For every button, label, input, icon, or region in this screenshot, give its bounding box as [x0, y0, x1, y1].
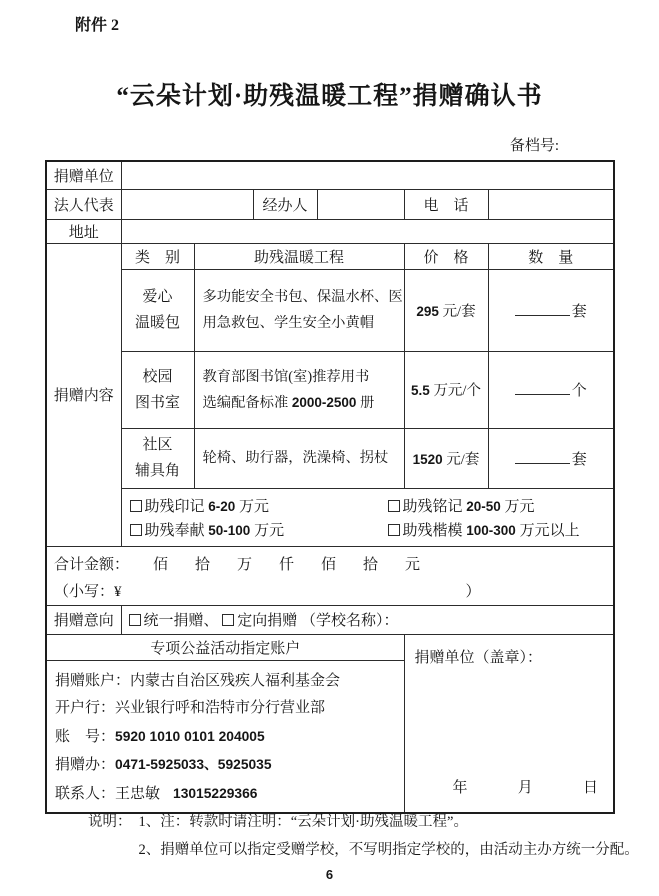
notes-label: 说明：: [88, 814, 132, 830]
address-label: 地址: [46, 219, 121, 243]
tier-options-cell: [121, 488, 614, 546]
tier-label: 助残印记: [144, 498, 209, 515]
quantity-unit: 个: [571, 383, 587, 399]
tier-amount: 50-100: [208, 522, 251, 538]
desc-number: 2000-2500: [291, 394, 357, 410]
tier-amount: 6-20: [208, 498, 236, 514]
date-line: [453, 776, 599, 797]
table-row: [46, 605, 614, 634]
item-price-library: [404, 351, 488, 428]
account-no-value: 5920 1010 0101 204005: [115, 728, 265, 744]
column-category: 类 别: [121, 243, 194, 269]
item-quantity-community: [488, 428, 614, 488]
desc-line: 教育部图书馆(室)推荐用书: [202, 368, 370, 385]
table-row: [46, 219, 614, 243]
total-amount-line: [54, 553, 613, 574]
legal-rep-label: 法人代表: [46, 189, 121, 219]
account-number-line: [55, 668, 402, 696]
bank-label: 开户行：: [55, 700, 116, 717]
tier-suffix: 万元: [235, 498, 270, 515]
tier-label: 助残奉献: [144, 522, 209, 539]
tier-suffix: 万元以上: [515, 522, 580, 539]
column-project: 助残温暖工程: [194, 243, 404, 269]
total-amount-cell: [46, 546, 614, 605]
intent-option-directed: 定向捐赠: [237, 613, 298, 629]
price-number: 295: [416, 303, 439, 319]
tier-amount: 20-50: [466, 498, 501, 514]
column-quantity: 数 量: [488, 243, 614, 269]
checkbox-unified-donation[interactable]: [129, 614, 141, 626]
quantity-blank[interactable]: [515, 381, 570, 395]
item-name-line: 校园: [142, 368, 173, 385]
archive-no-label: 备档号:: [509, 138, 559, 154]
item-name-line: 辅具角: [134, 463, 180, 479]
price-unit: 元/套: [438, 303, 476, 320]
tier-label: 助残楷模: [402, 522, 467, 539]
price-unit: 元/套: [442, 451, 480, 468]
checkbox-tier-2[interactable]: [388, 500, 400, 512]
page-number: 6: [325, 867, 334, 882]
table-row: [46, 634, 614, 660]
table-row: [46, 161, 614, 189]
price-unit: 万元/个: [429, 383, 481, 399]
account-no-line: [55, 723, 402, 752]
account-value: 内蒙古自治区残疾人福利基金会: [130, 672, 341, 689]
office-phone-line: [55, 751, 402, 780]
quantity-unit: 套: [571, 303, 587, 320]
small-write-prefix: （小写：¥: [54, 583, 122, 600]
note-line-1: 1、注：转款时请注明：“云朵计划·助残温暖工程”。: [138, 814, 468, 830]
tier-option: [130, 495, 388, 516]
office-value: 0471-5925033、5925035: [115, 757, 272, 773]
price-number: 1520: [412, 451, 443, 467]
amount-small-write-line: [54, 580, 613, 601]
quantity-unit: 套: [571, 451, 587, 468]
table-row: [46, 351, 614, 428]
desc-line: 选编配备标准: [202, 394, 292, 411]
intent-option-unified: 统一捐赠、: [143, 613, 219, 629]
account-no-label: 账 号：: [55, 728, 116, 745]
contact-phone: 13015229366: [173, 785, 258, 801]
item-price-community: [404, 428, 488, 488]
phone-blank: [488, 189, 614, 219]
address-blank: [121, 219, 614, 243]
amount-unit-digits: 佰拾万仟佰拾元: [153, 556, 448, 573]
intent-school-label: （学校名称）：: [301, 613, 399, 629]
seal-label: 捐赠单位（盖章）：: [414, 649, 543, 666]
column-price: 价 格: [404, 243, 488, 269]
account-info-cell: [46, 660, 404, 813]
note-line-2: 2、捐赠单位可以指定受赠学校，不写明指定学校的，由活动主办方统一分配。: [138, 842, 639, 858]
item-name-line: 爱心: [142, 289, 173, 305]
item-quantity-library: [488, 351, 614, 428]
date-day-label: 日: [583, 780, 599, 797]
item-name-library: [121, 351, 194, 428]
agent-label: 经办人: [253, 189, 317, 219]
item-desc-library: [194, 351, 404, 428]
office-label: 捐赠办：: [55, 757, 116, 774]
donation-form-table: [45, 160, 615, 814]
item-name-line: 社区: [142, 437, 173, 453]
tier-suffix: 万元: [250, 522, 285, 539]
checkbox-tier-1[interactable]: [130, 500, 142, 512]
item-quantity-warm-pack: [488, 269, 614, 351]
bank-value: 兴业银行呼和浩特市分行营业部: [115, 700, 326, 717]
table-row: [46, 546, 614, 605]
content-label: 捐赠内容: [46, 243, 121, 546]
table-row: [46, 243, 614, 269]
account-label: 捐赠账户：: [55, 672, 131, 689]
table-row: [46, 189, 614, 219]
total-amount-label: 合计金额：: [54, 556, 130, 573]
item-desc-community: 轮椅、助行器，洗澡椅、拐杖: [194, 428, 404, 488]
checkbox-tier-3[interactable]: [130, 524, 142, 536]
seal-cell: [404, 634, 614, 813]
intent-options-cell: [121, 605, 614, 634]
tier-option: [130, 519, 388, 540]
tier-suffix: 万元: [500, 498, 535, 515]
quantity-blank[interactable]: [515, 302, 570, 316]
bank-line: [55, 695, 402, 723]
phone-label: 电 话: [404, 189, 488, 219]
checkbox-directed-donation[interactable]: [222, 614, 234, 626]
table-row: [46, 488, 614, 546]
small-write-suffix: ）: [465, 583, 481, 600]
account-header: 专项公益活动指定账户: [46, 634, 404, 660]
tier-option: [388, 519, 612, 540]
table-row: [46, 428, 614, 488]
item-name-community: [121, 428, 194, 488]
checkbox-tier-4[interactable]: [388, 524, 400, 536]
quantity-blank[interactable]: [515, 450, 570, 464]
item-name-line: 温暖包: [134, 315, 180, 331]
table-row: [46, 269, 614, 351]
item-name-line: 图书室: [134, 394, 180, 411]
desc-line: 册: [356, 394, 375, 411]
legal-rep-blank: [121, 189, 253, 219]
item-name-warm-pack: [121, 269, 194, 351]
date-year-label: 年: [452, 780, 468, 797]
intent-label: 捐赠意向: [46, 605, 121, 634]
attachment-label: 附件 2: [75, 17, 120, 34]
contact-line: [55, 780, 402, 809]
tier-amount: 100-300: [466, 522, 516, 538]
tier-option: [388, 495, 612, 516]
tier-label: 助残铭记: [402, 498, 467, 515]
donor-unit-blank: [121, 161, 614, 189]
contact-name: 王忠敏: [115, 785, 161, 802]
item-desc-warm-pack: 多功能安全书包、保温水杯、医用急救包、学生安全小黄帽: [194, 269, 404, 351]
contact-label: 联系人：: [55, 785, 116, 802]
notes-block: [88, 808, 639, 864]
page-title: “云朵计划·助残温暖工程”捐赠确认书: [116, 83, 543, 110]
item-price-warm-pack: [404, 269, 488, 351]
price-number: 5.5: [411, 383, 430, 398]
notes-lines: [139, 808, 639, 864]
date-month-label: 月: [517, 780, 533, 797]
donor-unit-label: 捐赠单位: [46, 161, 121, 189]
agent-blank: [317, 189, 404, 219]
